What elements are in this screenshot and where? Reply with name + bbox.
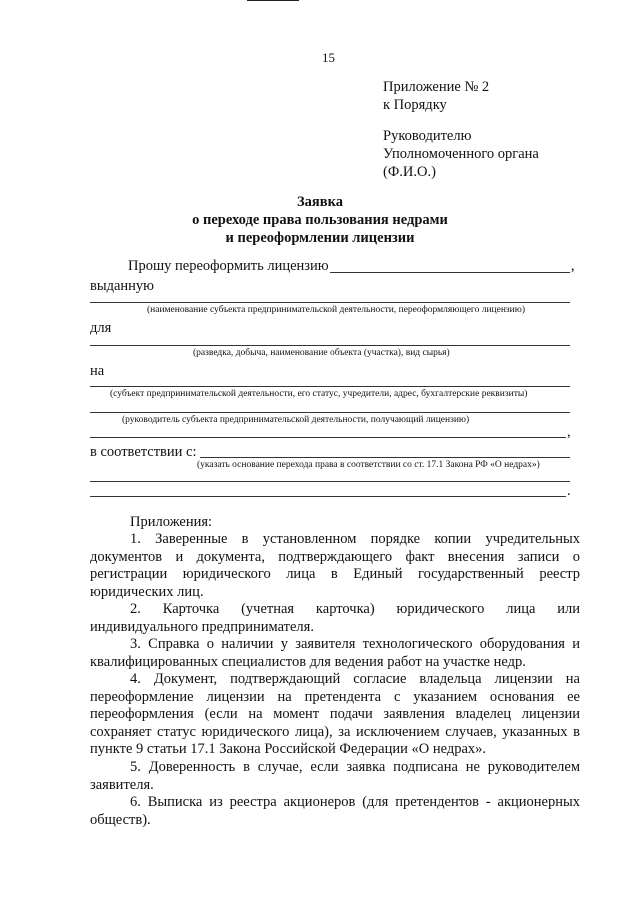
top-rule [247, 0, 299, 1]
addressee-line-2: Уполномоченного органа [383, 146, 539, 162]
comma-1: , [571, 258, 575, 274]
extra-field-3[interactable] [90, 496, 566, 497]
document-subtitle-1: о переходе права пользования недрами [192, 212, 448, 228]
hint-basis: (указать основание перехода права в соответствии со ст. 17.1 Закона РФ «О недрах») [197, 460, 540, 470]
attachment-item-1: 1. Заверенные в установленном порядке копии учредительных документов и документа, подтверждающего факт внесения записи о регистрации юридического лица в Единый государственный реестр юридических лиц. [90, 531, 580, 600]
page-number: 15 [322, 50, 335, 65]
comma-2: , [567, 424, 571, 440]
extra-field-2[interactable] [90, 481, 570, 482]
addressee-line-1: Руководителю [383, 128, 472, 144]
extra-field-1[interactable] [90, 437, 566, 438]
basis-field[interactable] [200, 457, 570, 458]
issued-label: выданную [90, 278, 155, 294]
accordance-label: в соответствии с: [90, 444, 197, 460]
addressee-line-3: (Ф.И.О.) [383, 164, 436, 180]
attachment-item-6: 6. Выписка из реестра акционеров (для претендентов - акционерных обществ). [90, 794, 580, 828]
request-label: Прошу переоформить лицензию [128, 258, 329, 274]
document-subtitle-2: и переоформлении лицензии [225, 230, 415, 246]
period-mark: . [567, 483, 571, 499]
hint-head: (руководитель субъекта предпринимательской деятельности, получающий лицензию) [122, 415, 470, 425]
attachments-heading: Приложения: [130, 514, 213, 530]
annex-to-label: к Порядку [383, 97, 447, 113]
new-subject-field[interactable] [90, 386, 570, 387]
hint-new-subject: (субъект предпринимательской деятельности, его статус, учредители, адрес, бухгалтерские реквизиты) [110, 389, 528, 399]
hint-purpose: (разведка, добыча, наименование объекта (участка), вид сырья) [193, 348, 450, 358]
annex-label: Приложение № 2 [383, 79, 490, 95]
attachment-item-3: 3. Справка о наличии у заявителя технологического оборудования и квалифицированных специалистов для ведения работ на участке недр. [90, 636, 580, 670]
document-title: Заявка [297, 194, 343, 210]
purpose-field[interactable] [90, 345, 570, 346]
license-number-field[interactable] [330, 272, 570, 273]
for-label: для [90, 320, 112, 336]
hint-subject: (наименование субъекта предпринимательской деятельности, переоформляющего лицензию) [147, 305, 526, 315]
to-label: на [90, 363, 105, 379]
attachment-item-2: 2. Карточка (учетная карточка) юридического лица или индивидуального предпринимателя. [90, 601, 580, 635]
attachment-item-5: 5. Доверенность в случае, если заявка подписана не руководителем заявителя. [90, 759, 580, 793]
head-field[interactable] [90, 412, 570, 413]
subject-field[interactable] [90, 302, 570, 303]
attachment-item-4: 4. Документ, подтверждающий согласие владельца лицензии на переоформление лицензии на претендента с указанием основания ее переоформления (если на момент подачи заявления владелец лицензии сохраняет статус юридического лица), за исключением случаев, указанных в пункте 9 статьи 17.1 Закона Российской Федерации «О недрах». [90, 671, 580, 757]
